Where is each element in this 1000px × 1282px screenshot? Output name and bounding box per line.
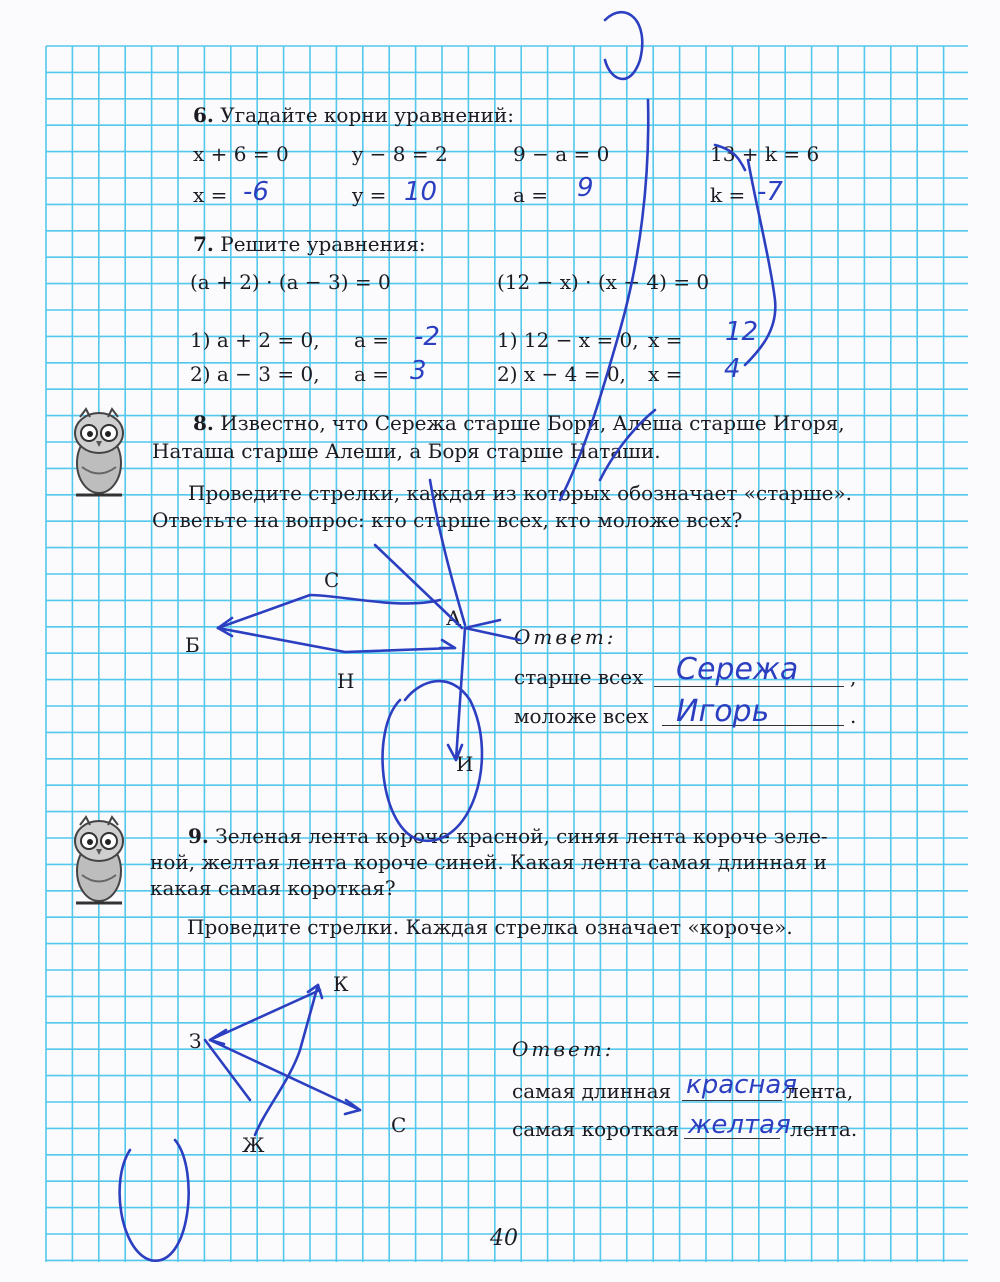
node-b-label: Б bbox=[185, 633, 200, 657]
node-zh-label: Ж bbox=[242, 1133, 265, 1157]
task7-left-step1-answer: -2 bbox=[414, 322, 440, 352]
node-s-label: С bbox=[391, 1113, 407, 1137]
task9-line3: какая самая короткая? bbox=[150, 876, 396, 900]
task9-longest-label: самая длинная bbox=[512, 1079, 672, 1103]
node-z-label: З bbox=[189, 1029, 202, 1053]
task8-line2: Наташа старше Алеши, а Боря старше Наташи. bbox=[152, 439, 661, 463]
task9-longest-line bbox=[682, 1100, 782, 1101]
task6-y-label: y = bbox=[352, 183, 387, 207]
node-a-label: А bbox=[446, 606, 462, 630]
task7-right-step1-answer: 12 bbox=[725, 317, 759, 347]
task6-eq-a: 9 − a = 0 bbox=[513, 142, 610, 166]
task6-a-answer: 9 bbox=[577, 173, 594, 203]
page-number: 40 bbox=[490, 1226, 518, 1251]
task7-right-step1-label: x = bbox=[648, 328, 683, 352]
task7-heading: 7. Решите уравнения: bbox=[193, 232, 426, 256]
owl-icon bbox=[66, 813, 132, 908]
task7-left-step1: 1) a + 2 = 0, bbox=[190, 328, 320, 352]
task7-left-step2-label: a = bbox=[354, 362, 390, 386]
task6-eq-k: 13 + k = 6 bbox=[710, 142, 820, 166]
task7-right-step2: 2) x − 4 = 0, bbox=[497, 362, 626, 386]
task9-line4: Проведите стрелки. Каждая стрелка означает «короче». bbox=[187, 915, 793, 939]
task8-line4: Ответьте на вопрос: кто старше всех, кто моложе всех? bbox=[152, 508, 743, 532]
node-n-label: Н bbox=[337, 669, 355, 693]
task9-shortest-label: самая короткая bbox=[512, 1117, 680, 1141]
task7-right-step1: 1) 12 − x = 0, bbox=[497, 328, 639, 352]
owl-icon bbox=[66, 405, 132, 500]
task9-shortest-answer: желтая bbox=[688, 1110, 791, 1140]
task7-right-step2-answer: 4 bbox=[724, 354, 741, 384]
task6-x-label: x = bbox=[193, 183, 228, 207]
task9-shortest-suffix: лента. bbox=[790, 1117, 858, 1141]
task9-longest-answer: красная bbox=[686, 1070, 798, 1100]
task7-left-step1-label: a = bbox=[354, 328, 390, 352]
task7-left-step2: 2) a − 3 = 0, bbox=[190, 362, 320, 386]
task9-line2: ной, желтая лента короче синей. Какая лента самая длинная и bbox=[150, 850, 827, 874]
task8-youngest-answer: Игорь bbox=[676, 694, 770, 729]
task8-period: . bbox=[850, 704, 857, 728]
task6-y-answer: 10 bbox=[404, 177, 438, 207]
task8-oldest-label: старше всех bbox=[514, 665, 644, 689]
node-k-label: К bbox=[333, 972, 349, 996]
task8-comma: , bbox=[850, 665, 857, 689]
task8-line3: Проведите стрелки, каждая из которых обозначает «старше». bbox=[188, 481, 853, 505]
task9-line1: 9. Зеленая лента короче красной, синяя лента короче зеле- bbox=[188, 824, 828, 848]
node-c-label: С bbox=[324, 568, 340, 592]
task6-k-answer: -7 bbox=[757, 177, 783, 207]
task9-longest-suffix: лента, bbox=[786, 1079, 854, 1103]
task9-answer-title: Ответ: bbox=[512, 1037, 615, 1061]
task7-right-step2-label: x = bbox=[648, 362, 683, 386]
task6-heading: 6. Угадайте корни уравнений: bbox=[193, 103, 514, 127]
task6-eq-x: x + 6 = 0 bbox=[193, 142, 289, 166]
task6-k-label: k = bbox=[710, 183, 746, 207]
task7-eq2: (12 − x) · (x − 4) = 0 bbox=[497, 270, 710, 294]
task8-oldest-answer: Сережа bbox=[676, 652, 799, 687]
task8-answer-title: Ответ: bbox=[514, 625, 617, 649]
task8-line1: 8. Известно, что Сережа старше Бори, Алеша старше Игоря, bbox=[193, 411, 845, 435]
task7-left-step2-answer: 3 bbox=[410, 356, 427, 386]
task7-eq1: (a + 2) · (a − 3) = 0 bbox=[190, 270, 391, 294]
task6-eq-y: y − 8 = 2 bbox=[352, 142, 448, 166]
task8-youngest-label: моложе всех bbox=[514, 704, 649, 728]
task6-x-answer: -6 bbox=[243, 177, 269, 207]
task6-a-label: a = bbox=[513, 183, 549, 207]
node-i-label: И bbox=[456, 752, 474, 776]
